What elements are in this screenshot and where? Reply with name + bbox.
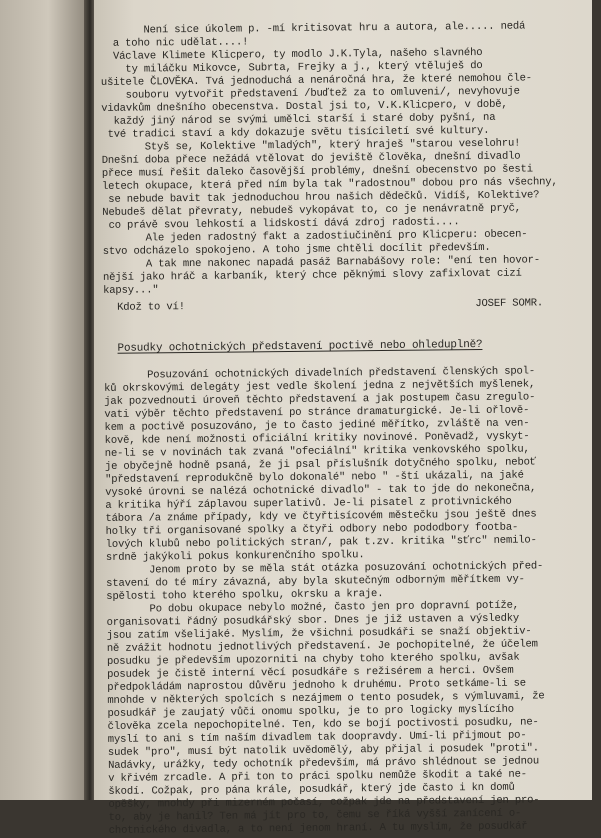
text-line: a kritika hýří záplavou superlativů. Je-li pisatel z protivnického <box>99 495 512 512</box>
text-line: ků okrskovými delegáty jest vedle školení jedna z největších myšlenek, <box>97 378 536 395</box>
text-line: stavení do té míry závazná, aby byla skutečným odborným měřítkem vy- <box>99 573 525 590</box>
text-line: mnohde v některých spolcích s nezájmem o tento posudek, s výmluvami, že <box>101 690 545 707</box>
text-line: Jenom proto by se měla stát otázka posuzování ochotnických před- <box>99 560 544 577</box>
text-line: kově, kde není možnosti oficiální kritiky novinové. Poněvadž, vyskyt- <box>98 430 530 447</box>
article-heading: Posudky ochotnických představení poctivě nebo ohleduplně? <box>117 338 483 355</box>
text-line: vysoké úrovni se nalézá ochotnické divadlo" - tak to jde do nekonečna, <box>98 482 537 499</box>
text-line: to, aby je hanil? Ten má jít pro to, čemu se říká vyšší zanícení o- <box>102 807 522 824</box>
text-line: lových klubů nebo politických stran/, pak t.zv. kritika "sťrc" nemilo- <box>99 534 537 551</box>
text-line: každý jiný národ se svými umělci starší i staré doby pyšní, na <box>95 111 496 128</box>
text-line: srdně jakýkoli pokus konkurenčního spolku. <box>99 549 365 564</box>
text-line: tvé tradici staví a kdy dokazuje světu tisíciletí své kultury. <box>95 124 490 141</box>
text-line: kem a poctivě posuzováno, je to často jediné měřítko, zvláště na ven- <box>98 417 530 434</box>
signature-line <box>97 297 595 315</box>
text-line: Posuzování ochotnických divadelních představení členských spol- <box>97 365 536 382</box>
text-line: Nadávky, urážky, tedy ochotník především, má právo shlédnout se jednou <box>101 755 540 772</box>
text-line: a toho nic udělat....! <box>94 36 249 50</box>
text-line: Nebudeš dělat převraty, nebudeš vykopávat to, co je nenávratně pryč, <box>96 202 522 219</box>
text-line: škodí. Cožpak, pro pána krále, posudkář, který jde často i kn domů <box>102 781 515 798</box>
text-line: vati výběr těchto představení po stránce dramaturgické. Je-li ořlově- <box>98 404 530 421</box>
text-line: se nebude bavit tak jednoduchou hrou našich dědečků. Vidíš, Kolektive? <box>95 189 540 206</box>
text-line: spělosti toho kterého spolku, okrsku a kraje. <box>100 588 384 603</box>
text-line: stvo odcházelo spokojeno. A toho jsme chtěli docílit především. <box>96 241 491 258</box>
text-line: ne-li se v novinách tak zvaná "ofeciální" kritika venkovského spolku, <box>98 443 530 460</box>
text-line: vidavkům dnešního obecenstva. Dostal jsi to, V.K.Klicpero, v době, <box>94 98 508 115</box>
text-line: ty miláčku Mikovce, Subrta, Frejky a j., který vtěluješ do <box>94 59 483 76</box>
text-line: co právě svou lehkostí a lidskostí dává zdroj radosti.... <box>96 216 460 232</box>
text-line: Václave Klimete Klicpero, ty modlo J.K.Tyla, našeho slavného <box>94 46 483 63</box>
facing-page-edge <box>0 0 88 800</box>
typewritten-page <box>94 0 592 837</box>
text-line: kapsy..." <box>96 284 159 297</box>
article-body <box>98 365 601 838</box>
text-line: jak pozvednouti úroveň těchto představení a jak postupem času zregulo- <box>98 391 536 408</box>
closing-remark: Kdož to ví! <box>117 301 185 314</box>
text-line: tábora /a známe případy, kdy ve čtyřtisícovém městečku jsou ještě dnes <box>99 508 537 525</box>
text-line: v křivém zrcadle. A při ton to práci spolku nemůže škodit a také ne- <box>101 768 527 785</box>
review-section <box>94 7 595 298</box>
text-line: A tak mne nakonec napadá pasáž Barnabášovy role: "ení ten hovor- <box>96 254 541 271</box>
text-line: souboru vytvořit představení /buďtež za to omluveni/, nevyhovuje <box>94 85 520 102</box>
text-line: Po dobu okupace nebylo možné, často jen pro dopravní potíže, <box>100 599 520 616</box>
text-line: Dnešní doba přece nežádá vtělovat do jeviště člověka, dnešní divadlo <box>95 150 521 167</box>
text-line: sudek "pro", musí být natolik uvědomělý, aby přijal i posudek "proti". <box>101 742 539 759</box>
text-line: myslí to ani s tím naším divadlem tak doopravdy. Umí-li přijmout po- <box>101 729 527 746</box>
text-line: Není sice úkolem p. -mí kritisovat hru a autora, ale..... nedá <box>94 20 526 37</box>
text-line: organisovati řádný posudkářský sbor. Dnes je již ustaven a výsledky <box>100 612 520 629</box>
text-line: posudek je čistě interní věcí posudkáře s režisérem a herci. Ovšem <box>100 664 514 681</box>
author-signature: JOSEF SOMR. <box>475 297 544 311</box>
text-line: letech okupace, která před ním byla tak "radostnou" dobou pro nás všechny, <box>95 176 558 193</box>
page-text <box>94 7 601 838</box>
text-line: "představení reprodukčně bylo dokonalé" nebo " -ští ukázali, na jaké <box>98 469 524 486</box>
text-line: posudku je především upozorniti na chyby toho kterého spolku, avšak <box>100 651 520 668</box>
text-line: ně zvážit hodnotu jednotlivých představení. Je pochopitelné, že účelem <box>100 638 538 655</box>
text-line: holky tři organisované spolky a čtyři odbory nebo pododbory footba- <box>99 521 519 538</box>
text-line: člověka zcela nepochopitelné. Ten, kdo se bojí poctivosti posudku, ne- <box>101 716 539 733</box>
text-line: jsou zatím všelijaké. Myslím, že všichni posudkáři se snaží objektiv- <box>100 625 532 642</box>
text-line: ušitele ČLOVĚKA. Tvá jednoduchá a nenáročná hra, že které nemohou čle- <box>94 72 532 89</box>
text-line: předpokládám naprostou důvěru jednoho k druhému. Proto setkáme-li se <box>101 677 526 694</box>
text-line: nější jako hráč a karbaník, který chce pěknými slovy zafixlovat cizí <box>96 267 522 284</box>
text-line: chotnického divadla, a to není jenom hraní. A tu myslím, že posudkář <box>102 820 528 837</box>
text-line: přece musí řešit daleko časovější problémy, dnešní obecenstvo po šesti <box>95 163 533 180</box>
text-line: opěšky, mnohdy při mizerném počasí, cožpak jde na představení jen pro- <box>102 794 540 811</box>
text-line: Ale jeden radostný fakt a zadostiučinění pro Klicperu: obecen- <box>96 228 528 245</box>
text-line: posudkář je zaujatý vůči onomu spolku, je to pro logicky myslícího <box>101 703 514 720</box>
text-line: je obyčejně hodně psaná, že ji psal příslušník dotyčného spolku, neboť <box>98 456 536 473</box>
text-line: Styš se, Kolektive "mladých", který hraješ "starou veselohru! <box>95 137 521 154</box>
